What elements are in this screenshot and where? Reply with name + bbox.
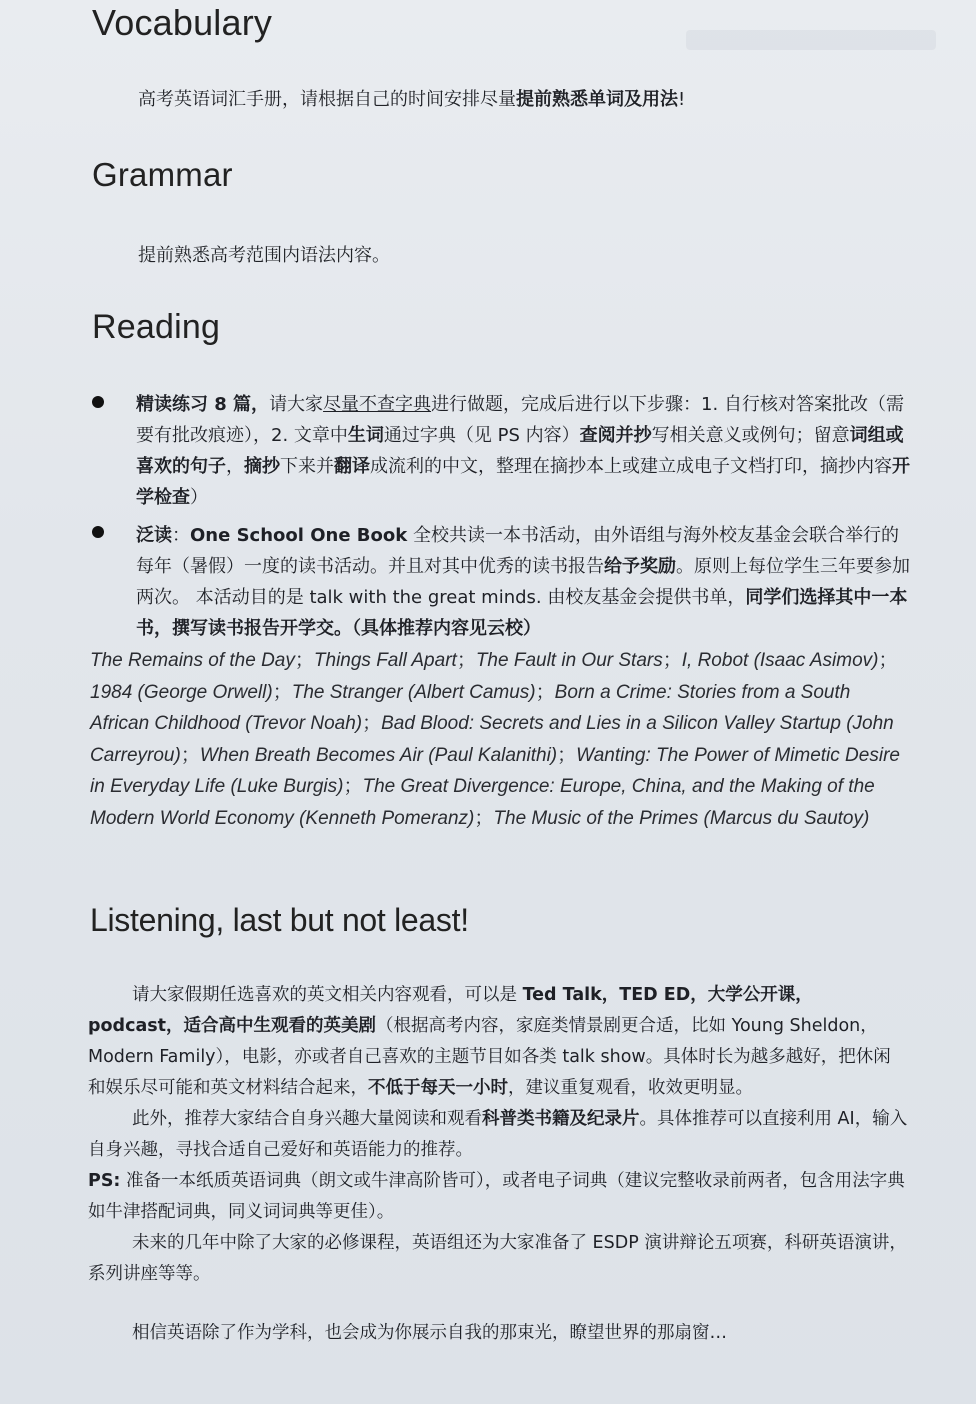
extensive-bold: 同学们选择其中一本书，撰写读书报告开学交。（具体推荐内容见云校） [136, 587, 908, 639]
intensive-bold: 摘抄 [244, 456, 280, 477]
intensive-bold: 翻译 [334, 456, 370, 477]
listening-bold: 不低于每天一小时 [368, 1078, 508, 1098]
intensive-text: ） [190, 487, 208, 508]
extensive-text: 。原则上每位学生三年要参加两次。 本活动目的是 talk with the great minds. 由校友基金会提供书单， [136, 556, 910, 608]
book-separator: ； [474, 807, 494, 829]
book-title: Born a Crime: Stories from a South African Childhood (Trevor Noah) [90, 681, 851, 734]
book-title: The Stranger (Albert Camus) [291, 681, 536, 703]
intensive-text: 写相关意义或例句；留意 [651, 425, 850, 446]
listening-paragraph-4: 未来的几年中除了大家的必修课程，英语组还为大家准备了 ESDP 演讲辩论五项赛，科研英语演讲，系列讲座等等。 [88, 1233, 907, 1284]
extensive-text: 全校共读一本书活动，由外语组与海外校友基金会联合举行的每年（暑假）一度的读书活动。并且对其中优秀的读书报告 [136, 525, 899, 577]
extensive-label: 泛读 [136, 525, 172, 546]
program-name: One School One Book [190, 525, 408, 546]
book-separator: ； [557, 744, 577, 766]
intensive-title: 精读练习 8 篇， [136, 394, 270, 415]
listening-heading: Listening, last but not least! [90, 902, 469, 938]
book-title: The Music of the Primes (Marcus du Sautoy) [493, 807, 870, 829]
listening-text: ，建议重复观看，收效更明显。 [508, 1078, 753, 1098]
vocabulary-paragraph [138, 84, 798, 116]
book-title: I, Robot (Isaac Asimov) [681, 650, 879, 671]
ps-label: PS: [88, 1171, 121, 1191]
vocabulary-exclamation: ! [678, 89, 686, 110]
listening-text: （根据高考内容，家庭类情景剧更合适，比如 Young Sheldon，Modern Family），电影，亦或者自己喜欢的主题节目如各类 talk show。具体时长为越多越好，把休闲和娱乐尽可能和英文材料结合起来， [88, 1016, 891, 1098]
book-separator: ； [362, 713, 382, 734]
background-bleed-through [686, 30, 936, 50]
book-separator: ； [878, 650, 898, 671]
intensive-bold: 生词 [347, 425, 384, 446]
no-dictionary-underline: 尽量不查字典 [323, 394, 432, 415]
closing-paragraph: 相信英语除了作为学科，也会成为你展示自我的那束光，瞭望世界的那扇窗… [132, 1323, 727, 1343]
book-separator: ； [272, 681, 292, 703]
vocabulary-heading: Vocabulary [92, 2, 273, 43]
intensive-text: 进行做题，完成后进行以下步骤：1. 自行核对答案批改（需要有批改痕迹），2. 文章中 [136, 394, 904, 446]
book-title: When Breath Becomes Air (Paul Kalanithi) [199, 744, 558, 766]
ps-text: 准备一本纸质英语词典（朗文或牛津高阶皆可），或者电子词典（建议完整收录前两者，包含用法字典如牛津搭配词典，同义词词典等更佳）。 [88, 1171, 905, 1222]
listening-bold: 科普类书籍及纪录片 [482, 1109, 640, 1129]
book-separator: ； [343, 776, 363, 797]
listening-text: 此外，推荐大家结合自身兴趣大量阅读和观看 [132, 1109, 482, 1129]
book-separator: ； [662, 650, 682, 671]
book-title: Wanting: The Power of Mimetic Desire in Everyday Life (Luke Burgis) [90, 744, 900, 797]
intensive-text: 通过字典（见 PS 内容） [383, 425, 580, 446]
extensive-bold: 给予奖励 [604, 556, 676, 577]
book-list [90, 645, 910, 834]
book-separator: ； [456, 650, 476, 671]
extensive-colon: ： [172, 525, 190, 546]
book-title: 1984 (George Orwell) [90, 681, 273, 703]
bullet-extensive [92, 526, 104, 538]
intensive-text: 请大家 [269, 394, 324, 415]
reading-heading: Reading [92, 308, 221, 346]
book-title: Things Fall Apart [313, 650, 457, 671]
intensive-text: 成流利的中文，整理在摘抄本上或建立成电子文档打印，摘抄内容 [370, 456, 892, 477]
ps-paragraph [88, 1166, 908, 1228]
listening-paragraph-2 [88, 1104, 908, 1166]
grammar-heading: Grammar [92, 156, 233, 193]
intensive-text: 下来并 [280, 456, 334, 477]
bullet-intensive [92, 396, 104, 408]
book-separator: ； [180, 744, 200, 766]
listening-section [88, 980, 908, 1349]
book-title: Bad Blood: Secrets and Lies in a Silicon Valley Startup (John Carreyrou) [90, 713, 894, 766]
intensive-bold: 查阅并抄 [579, 425, 652, 446]
intensive-bold: 词组或喜欢的句子 [136, 425, 904, 477]
book-separator: ； [535, 681, 555, 703]
book-separator: ； [294, 650, 314, 671]
intensive-text: ， [226, 456, 244, 477]
intensive-reading-item [136, 389, 916, 513]
vocabulary-emphasis: 提前熟悉单词及用法 [516, 89, 678, 110]
listening-text: 。具体推荐可以直接利用 AI，输入自身兴趣，寻找合适自己爱好和英语能力的推荐。 [88, 1109, 908, 1160]
extensive-reading-item [136, 520, 916, 644]
listening-bold: Ted Talk，TED ED，大学公开课，podcast，适合高中生观看的英美剧 [88, 985, 813, 1036]
listening-paragraph-1 [88, 980, 908, 1104]
book-title: The Remains of the Day [90, 650, 295, 671]
listening-text: 请大家假期任选喜欢的英文相关内容观看，可以是 [132, 985, 523, 1005]
book-title: The Great Divergence: Europe, China, and the Making of the Modern World Economy (Kenneth Pomeranz) [90, 776, 875, 829]
grammar-paragraph: 提前熟悉高考范围内语法内容。 [138, 245, 390, 266]
book-title: The Fault in Our Stars [475, 650, 663, 671]
intensive-bold: 开学检查 [136, 456, 910, 508]
vocabulary-text: 高考英语词汇手册，请根据自己的时间安排尽量 [138, 89, 516, 110]
